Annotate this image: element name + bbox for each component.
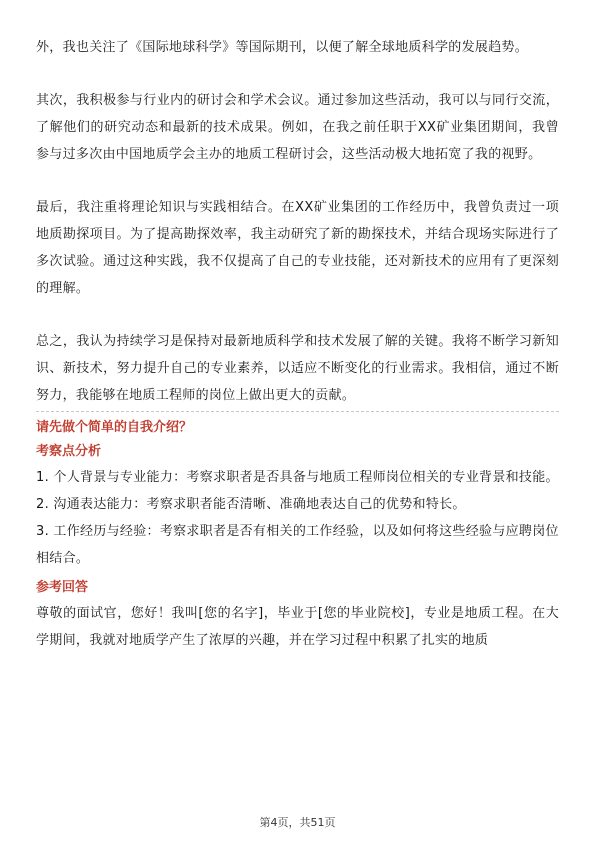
paragraph-conclusion: 总之，我认为持续学习是保持对最新地质科学和技术发展了解的关键。我将不断学习新知识、新技术，努力提升自己的专业素养，以适应不断变化的行业需求。我相信，通过不断努力，我能够在地质工程师的岗位上做出更大的贡献。 bbox=[36, 334, 559, 403]
answer-heading: 参考回答 bbox=[36, 580, 89, 595]
analysis-heading: 考察点分析 bbox=[36, 444, 102, 459]
analysis-item: 3. 工作经历与经验：考察求职者是否有相关的工作经验，以及如何将这些经验与应聘岗位相结合。 bbox=[36, 524, 559, 566]
section-divider bbox=[36, 411, 559, 412]
page-number: 第4页，共51页 bbox=[259, 816, 336, 829]
page-content bbox=[36, 34, 559, 654]
analysis-item: 2. 沟通表达能力：考察求职者能否清晰、准确地表达自己的优势和特长。 bbox=[36, 497, 466, 512]
question-title: 请先做个简单的自我介绍？ bbox=[36, 420, 193, 435]
paragraph-practice: 最后，我注重将理论知识与实践相结合。在XX矿业集团的工作经历中，我曾负责过一项地质勘探项目。为了提高勘探效率，我主动研究了新的勘探技术，并结合现场实际进行了多次试验。通过这种实践，我不仅提高了自己的专业技能，还对新技术的应用有了更深刻的理解。 bbox=[36, 200, 559, 296]
answer-text: 尊敬的面试官，您好！我叫[您的名字]，毕业于[您的毕业院校]，专业是地质工程。在大学期间，我就对地质学产生了浓厚的兴趣，并在学习过程中积累了扎实的地质 bbox=[36, 606, 559, 648]
paragraph-seminars: 其次，我积极参与行业内的研讨会和学术会议。通过参加这些活动，我可以与同行交流，了解他们的研究动态和最新的技术成果。例如，在我之前任职于XX矿业集团期间，我曾参与过多次由中国地质学会主办的地质工程研讨会，这些活动极大地拓宽了我的视野。 bbox=[36, 93, 559, 162]
paragraph-intl-journals: 外，我也关注了《国际地球科学》等国际期刊，以便了解全球地质科学的发展趋势。 bbox=[36, 40, 529, 55]
analysis-item: 1. 个人背景与专业能力：考察求职者是否具备与地质工程师岗位相关的专业背景和技能。 bbox=[36, 470, 559, 485]
